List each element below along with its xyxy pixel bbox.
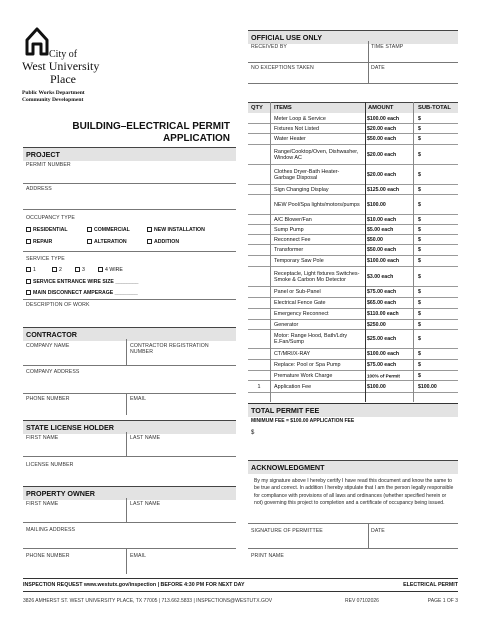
owner-first-name-label: FIRST NAME (26, 501, 59, 507)
house-logo-icon (24, 26, 50, 56)
item-cell: Clothes Dryer-Bath Heater-Garbage Disposal (274, 168, 340, 181)
checkbox-box[interactable] (26, 279, 31, 284)
city-name-line1: City of (49, 49, 78, 60)
owner-phone-label: PHONE NUMBER (26, 553, 70, 559)
amount-cell: $50.00 each (367, 247, 397, 253)
item-cell: CT/MRI/X-RAY (274, 351, 311, 357)
description-label: DESCRIPTION OF WORK (26, 302, 90, 308)
item-cell: Water Heater (274, 136, 306, 142)
checkbox-box[interactable] (98, 267, 103, 272)
items-table-header (248, 102, 458, 113)
footer-revision: REV 07102026 (345, 598, 379, 604)
qty-cell[interactable]: 1 (257, 383, 261, 390)
checkbox-box[interactable] (26, 290, 31, 295)
table-row (248, 320, 458, 330)
table-row (248, 267, 458, 287)
subtotal-cell[interactable]: $ (418, 151, 421, 158)
official-date-label: DATE (371, 65, 385, 71)
table-row (248, 245, 458, 256)
project-header: PROJECT (23, 147, 236, 161)
items-column-header: ITEMS (274, 105, 292, 111)
table-row (248, 185, 458, 195)
table-row (248, 114, 458, 124)
form-title-line1: BUILDING–ELECTRICAL PERMIT (72, 121, 230, 132)
checkbox-addition[interactable]: ADDITION (147, 239, 179, 245)
amount-cell: 100% of Permit (367, 373, 400, 378)
amount-cell: $100.00 (367, 201, 386, 208)
amount-column-header: AMOUNT (368, 105, 394, 111)
table-row (248, 225, 458, 235)
subtotal-cell[interactable]: $ (418, 226, 421, 233)
table-row (248, 215, 458, 225)
form-title-line2: APPLICATION (162, 133, 230, 144)
ack-date-label: DATE (371, 528, 385, 534)
table-row (248, 298, 458, 309)
checkbox-box[interactable] (52, 267, 57, 272)
amount-cell: $100.00 each (367, 115, 400, 122)
table-row (248, 235, 458, 245)
checkbox-residential[interactable]: RESIDENTIAL (26, 227, 68, 233)
license-first-name-label: FIRST NAME (26, 435, 59, 441)
license-last-name-label: LAST NAME (130, 435, 161, 441)
amount-cell: $65.00 each (367, 300, 397, 306)
signature-label: SIGNATURE OF PERMITTEE (251, 528, 323, 534)
checkbox-box[interactable] (75, 267, 80, 272)
table-row (248, 256, 458, 267)
subtotal-cell[interactable]: $ (418, 336, 421, 342)
dept-line1: Public Works Department (22, 90, 85, 96)
service-type-label: SERVICE TYPE (26, 256, 65, 262)
table-row (248, 145, 458, 165)
amount-cell: $110.00 each (367, 311, 399, 317)
checkbox-service-3[interactable]: 3 (75, 267, 85, 273)
table-row (248, 330, 458, 349)
amount-cell: $75.00 each (367, 362, 397, 368)
dept-line2: Community Development (22, 97, 84, 103)
subtotal-cell[interactable]: $ (418, 125, 421, 132)
checkbox-box[interactable] (147, 239, 152, 244)
footer-page-number: PAGE 1 OF 3 (427, 598, 458, 604)
table-row (248, 287, 458, 298)
subtotal-cell[interactable]: $ (418, 300, 421, 306)
subtotal-cell[interactable]: $ (418, 236, 421, 243)
checkbox-entrance-wire[interactable]: SERVICE ENTRANCE WIRE SIZE ________ (26, 279, 138, 285)
amount-cell: $20.00 each (367, 151, 397, 158)
item-cell: A/C Blower/Fan (274, 216, 312, 223)
checkbox-service-1[interactable]: 1 (26, 267, 36, 273)
item-cell: Sign Changing Display (274, 186, 329, 193)
item-cell: Transformer (274, 247, 304, 253)
checkbox-commercial[interactable]: COMMERCIAL (87, 227, 130, 233)
time-stamp-label: TIME STAMP (371, 44, 404, 50)
inspection-request-line: INSPECTION REQUEST www.westutx.gov/inspection | BEFORE 4:30 PM FOR NEXT DAY (23, 582, 245, 588)
registration-label: CONTRACTOR REGISTRATION NUMBER (130, 343, 209, 355)
checkbox-repair[interactable]: REPAIR (26, 239, 52, 245)
license-holder-header: STATE LICENSE HOLDER (23, 420, 236, 434)
amount-cell: $250.00 (367, 321, 386, 328)
item-cell: Temporary Saw Pole (274, 258, 324, 264)
print-name-label: PRINT NAME (251, 553, 284, 559)
minimum-fee-note: MINIMUM FEE = $100.00 APPLICATION FEE (251, 418, 355, 424)
checkbox-box[interactable] (147, 227, 152, 232)
amount-cell: $10.00 each (367, 216, 397, 223)
official-use-header: OFFICIAL USE ONLY (248, 30, 458, 44)
subtotal-cell[interactable]: $ (418, 311, 421, 317)
total-fee-value: $ (251, 430, 255, 436)
checkbox-service-4-wire[interactable]: 4 WIRE (98, 267, 123, 273)
table-row (248, 195, 458, 215)
owner-last-name-label: LAST NAME (130, 501, 161, 507)
total-fee-header: TOTAL PERMIT FEE (248, 403, 458, 417)
qty-column-header: QTY (251, 105, 263, 111)
property-owner-header: PROPERTY OWNER (23, 486, 236, 500)
item-cell: Application Fee (274, 383, 312, 390)
subtotal-cell[interactable]: $ (418, 258, 421, 264)
item-cell: Premature Work Charge (274, 372, 333, 379)
mailing-address-label: MAILING ADDRESS (26, 527, 76, 533)
amount-cell: $25.00 each (367, 336, 397, 342)
amount-cell: $100.00 each (367, 351, 400, 357)
checkbox-new-installation[interactable]: NEW INSTALLATION (147, 227, 205, 233)
subtotal-cell[interactable]: $ (418, 247, 421, 253)
table-row (248, 371, 458, 381)
subtotal-cell[interactable]: $ (418, 289, 421, 295)
table-row (248, 349, 458, 360)
amount-cell: $50.00 (367, 236, 383, 243)
checkbox-box[interactable] (26, 227, 31, 232)
city-logo (22, 24, 112, 98)
item-cell: Meter Loop & Service (274, 115, 326, 122)
received-by-label: RECEIVED BY (251, 44, 287, 50)
subtotal-cell[interactable]: $ (418, 186, 421, 193)
checkbox-box[interactable] (87, 227, 92, 232)
checkbox-alteration[interactable]: ALTERATION (87, 239, 127, 245)
company-address-label: COMPANY ADDRESS (26, 369, 80, 375)
city-name-line2: West University (22, 59, 100, 73)
amount-cell: $20.00 each (367, 171, 397, 178)
checkbox-service-2[interactable]: 2 (52, 267, 62, 273)
item-cell: Replace: Pool or Spa Pump (274, 362, 341, 368)
acknowledgment-header: ACKNOWLEDGMENT (248, 460, 458, 474)
no-exceptions-label: NO EXCEPTIONS TAKEN (251, 65, 314, 71)
table-row (248, 309, 458, 320)
subtotal-cell[interactable]: $ (418, 372, 421, 379)
table-row (248, 134, 458, 145)
item-cell: Emergency Reconnect (274, 311, 329, 317)
subtotal-cell[interactable]: $ (418, 201, 421, 208)
table-row (248, 360, 458, 371)
table-row (248, 381, 458, 393)
item-cell: Range/Cooktop/Oven, Dishwasher, Window AC (274, 148, 359, 161)
occupancy-type-label: OCCUPANCY TYPE (26, 215, 75, 221)
subtotal-cell[interactable]: $ (418, 171, 421, 178)
license-number-label: LICENSE NUMBER (26, 462, 74, 468)
owner-email-label: EMAIL (130, 553, 147, 559)
subtotal-column-header: SUB-TOTAL (418, 105, 451, 111)
amount-cell: $5.00 each (367, 226, 394, 233)
amount-cell: $20.00 each (367, 125, 397, 132)
checkbox-main-disconnect[interactable]: MAIN DISCONNECT AMPERAGE ________ (26, 290, 138, 296)
item-cell: NEW Pool/Spa lights/motors/pumps (274, 201, 360, 208)
city-name-line3: Place (50, 72, 76, 86)
permit-number-label: PERMIT NUMBER (26, 162, 71, 168)
contractor-email-label: EMAIL (130, 396, 147, 402)
address-label: ADDRESS (26, 186, 52, 192)
footer-address: 3826 AMHERST ST. WEST UNIVERSITY PLACE, TX 77005 | 713.662.5833 | INSPECTIONS@WESTUTX.GOV (23, 598, 273, 604)
amount-cell: $100.00 (367, 383, 386, 390)
amount-cell: $3.00 each (367, 273, 394, 280)
subtotal-cell[interactable]: $ (418, 273, 421, 280)
subtotal-cell[interactable]: $ (418, 115, 421, 122)
contractor-header: CONTRACTOR (23, 327, 236, 341)
subtotal-cell[interactable]: $ (418, 321, 421, 328)
checkbox-box[interactable] (87, 239, 92, 244)
item-cell: Generator (274, 321, 299, 328)
item-cell: Sump Pump (274, 226, 304, 233)
table-row (248, 124, 458, 134)
checkbox-box[interactable] (26, 239, 31, 244)
checkbox-box[interactable] (26, 267, 31, 272)
item-cell: Fixtures Not Listed (274, 125, 319, 132)
company-name-label: COMPANY NAME (26, 343, 70, 349)
contractor-phone-label: PHONE NUMBER (26, 396, 70, 402)
acknowledgment-text: By my signature above I hereby certify I have read this document and know the same to be true and correct. In addition I hereby stipulate that I am the person legally responsible for compliance with provisions of all laws and ordinances (whether specified herein or not) governing this project to completion and a certificate of occupancy being issued. (254, 478, 454, 507)
item-cell: Electrical Fence Gate (274, 300, 326, 306)
amount-cell: $50.00 each (367, 136, 397, 142)
subtotal-cell[interactable]: $ (418, 136, 421, 142)
amount-cell: $125.00 each (367, 186, 400, 193)
subtotal-cell[interactable]: $ (418, 216, 421, 223)
item-cell: Receptacle, Light fixtures Switches-Smoke & Carbon Mo Detector (274, 270, 360, 283)
item-cell: Motor: Range Hood, Bath/Ldry E.Fan/Sump (274, 333, 348, 345)
item-cell: Reconnect Fee (274, 236, 311, 243)
amount-cell: $100.00 each (367, 258, 400, 264)
amount-cell: $75.00 each (367, 289, 397, 295)
subtotal-cell[interactable]: $ (418, 362, 421, 368)
subtotal-cell[interactable]: $ (418, 351, 421, 357)
table-row (248, 165, 458, 185)
item-cell: Panel or Sub-Panel (274, 289, 321, 295)
footer-form-name: ELECTRICAL PERMIT (403, 582, 458, 588)
subtotal-cell[interactable]: $100.00 (418, 383, 437, 390)
